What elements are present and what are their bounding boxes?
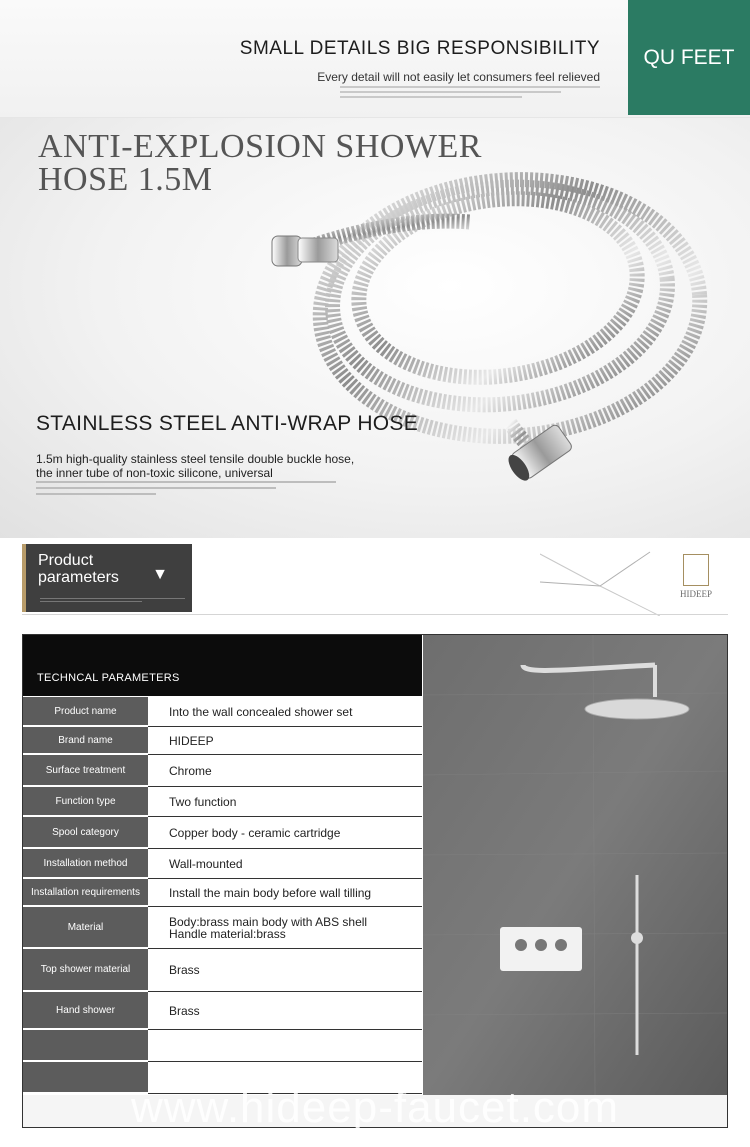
feature-description: 1.5m high-quality stainless steel tensile double buckle hose, the inner tube of non-toxic silicone, universal [36,452,355,480]
brand-block: QU FEET [628,0,750,115]
shower-room-photo [423,635,727,1095]
table-row [23,817,422,849]
watermark: www.hideep-faucet.com [130,1083,620,1132]
param-value [148,1030,422,1062]
hero-banner [0,118,750,538]
hero-title: ANTI-EXPLOSION SHOWER HOSE 1.5M [38,128,482,198]
divider [22,614,728,615]
param-key: Installation requirements [23,879,148,907]
product-parameters-label: Product parameters [38,552,119,586]
param-key: Hand shower [23,992,148,1030]
param-value: Body:brass main body with ABS shell Handle material:brass [148,907,422,949]
hideep-logo-text: HIDEEP [680,589,712,599]
param-value: Copper body - ceramic cartridge [148,817,422,849]
product-parameters-tab [22,544,192,612]
x-decoration-icon [540,546,660,616]
param-key: Brand name [23,727,148,755]
param-value: Into the wall concealed shower set [148,697,422,727]
param-value: Brass [148,992,422,1030]
hero-fine-print [36,481,336,499]
parameters-band [0,538,750,628]
table-row [23,949,422,992]
table-row [23,849,422,879]
table-row [23,727,422,755]
header-band [0,0,750,118]
table-heading: TECHNCAL PARAMETERS [37,672,180,684]
param-key: Material [23,907,148,949]
table-row [23,1030,422,1062]
param-key: Installation method [23,849,148,879]
feature-title: STAINLESS STEEL ANTI-WRAP HOSE [36,412,419,435]
param-value: Two function [148,787,422,817]
rain-shower-head [585,699,689,719]
param-key [23,1030,148,1062]
table-row [23,755,422,787]
table-row [23,879,422,907]
table-row [23,697,422,727]
header-fine-print [340,86,600,100]
param-value: Chrome [148,755,422,787]
param-key: Surface treatment [23,755,148,787]
header-title: SMALL DETAILS BIG RESPONSIBILITY [239,38,600,59]
table-row [23,787,422,817]
parameters-table [22,634,728,1128]
param-value: HIDEEP [148,727,422,755]
param-value: Brass [148,949,422,992]
param-value: Wall-mounted [148,849,422,879]
param-key: Product name [23,697,148,727]
param-key: Function type [23,787,148,817]
hideep-logo-icon [683,554,709,586]
param-key: Spool category [23,817,148,849]
table-header [23,635,422,696]
param-value: Install the main body before wall tilling [148,879,422,907]
hideep-logo [676,554,716,599]
table-row [23,907,422,949]
header-subtitle: Every detail will not easily let consumers feel relieved [317,70,600,84]
chevron-down-icon: ▼ [152,566,168,583]
table-row [23,992,422,1030]
param-key: Top shower material [23,949,148,992]
